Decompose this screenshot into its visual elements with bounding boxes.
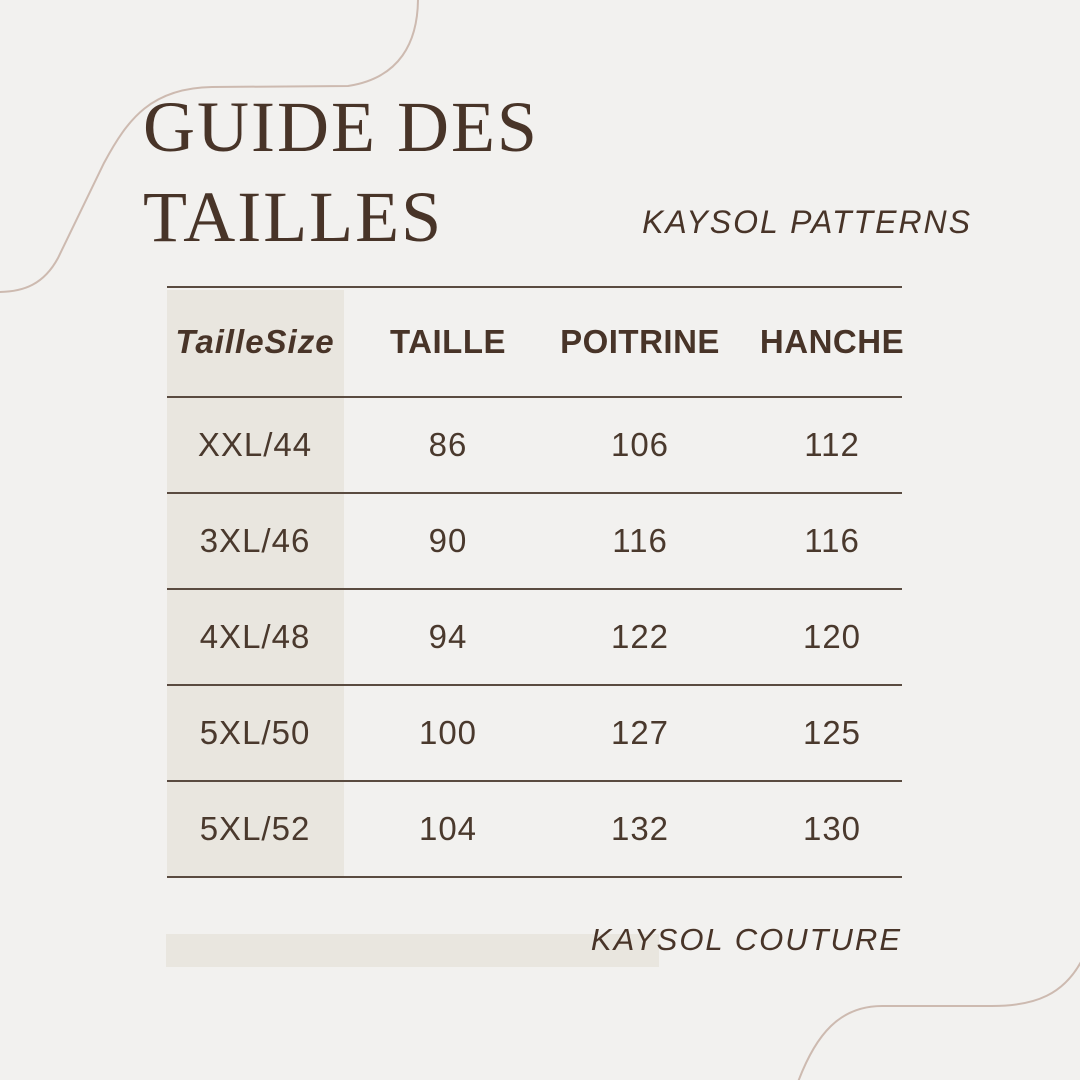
poitrine-cell: 127 (610, 714, 670, 751)
size-cell: 4XL/48 (199, 618, 311, 655)
hanche-cell: 112 (804, 426, 860, 463)
size-cell: XXL/44 (197, 426, 313, 463)
size-table (167, 286, 905, 878)
hanche-cell: 130 (802, 810, 862, 847)
hanche-cell: 120 (802, 618, 862, 655)
poitrine-cell: 116 (612, 522, 668, 559)
table-row (167, 782, 902, 878)
poitrine-cell: 106 (610, 426, 670, 463)
table-row (167, 590, 902, 686)
taille-cell: 86 (428, 426, 468, 463)
taille-cell: 100 (418, 714, 478, 751)
size-cell: 5XL/50 (199, 714, 311, 751)
table-row (167, 494, 902, 590)
hanche-cell: 116 (804, 522, 860, 559)
footer-accent-bar (166, 934, 659, 967)
column-header-taille: TAILLE (389, 323, 507, 360)
taille-cell: 90 (428, 522, 468, 559)
title-line-1: GUIDE DES (143, 87, 539, 167)
poitrine-cell: 122 (610, 618, 670, 655)
hanche-cell: 125 (802, 714, 862, 751)
brand-name-bottom: KAYSOL COUTURE (590, 922, 902, 957)
bottom-right-curve-line (798, 960, 1080, 1080)
column-header-size: TailleSize (175, 323, 335, 360)
poitrine-cell: 132 (610, 810, 670, 847)
taille-cell: 104 (418, 810, 478, 847)
brand-name-top: KAYSOL PATTERNS (642, 204, 972, 240)
size-cell: 3XL/46 (199, 522, 311, 559)
taille-cell: 94 (428, 618, 468, 655)
size-cell: 5XL/52 (199, 810, 311, 847)
column-header-hanche: HANCHE (759, 323, 905, 360)
column-header-poitrine: POITRINE (560, 323, 720, 360)
table-header-row (167, 288, 905, 398)
page-title (143, 82, 539, 262)
table-row (167, 398, 902, 494)
table-row (167, 686, 902, 782)
title-line-2: TAILLES (143, 177, 444, 257)
